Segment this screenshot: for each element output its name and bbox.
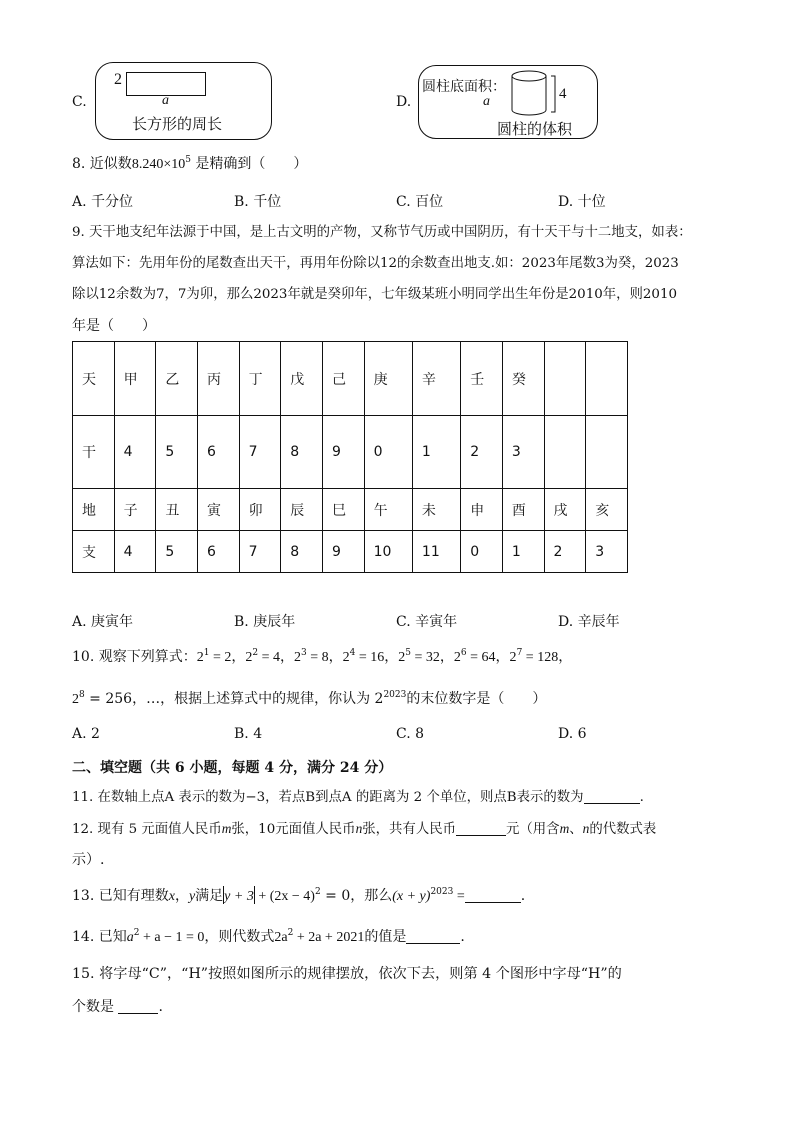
table-cell: 辛	[412, 342, 460, 416]
q8-prefix: 8. 近似数	[72, 156, 132, 172]
q10-exp: 5	[405, 648, 412, 658]
table-cell: 9	[322, 531, 364, 573]
table-cell: 11	[412, 531, 460, 573]
table-cell	[586, 416, 628, 489]
q9-line-4: 年是（ ）	[72, 318, 156, 334]
table-cell	[544, 416, 586, 489]
q12-var-m: m	[221, 821, 232, 836]
table-cell: 干	[73, 416, 115, 489]
q7-option-c-box	[95, 62, 272, 140]
q13-text-c: 满足	[195, 888, 224, 904]
q9-stem-branch-table	[72, 341, 628, 573]
table-cell: 天	[73, 342, 115, 416]
q10-line-1	[72, 647, 572, 668]
table-cell: 5	[156, 416, 198, 489]
q10-eq: = 128，	[522, 650, 573, 665]
q9-option-d: D. 辛辰年	[558, 614, 620, 630]
q13-sum: (x + y)	[392, 889, 431, 904]
table-row	[73, 531, 628, 573]
q8-mantissa: 8.240×10	[131, 157, 186, 172]
table-cell: 卯	[239, 489, 281, 531]
table-cell: 戊	[281, 342, 323, 416]
q15-line-2	[72, 997, 163, 1017]
q10-exp: 4	[349, 648, 356, 658]
table-cell: 己	[322, 342, 364, 416]
q15-line-1: 15. 将字母“C”，“H”按照如图所示的规律摆放，依次下去，则第 4 个图形中字母“H”的	[72, 966, 622, 982]
q9-option-c: C. 辛寅年	[396, 614, 458, 630]
table-cell: 8	[281, 531, 323, 573]
q9-line-2: 算法如下：先用年份的尾数查出天干，再用年份除以12的余数查出地支.如：2023年尾数3为癸，2023	[72, 256, 679, 271]
q14-square: 2	[133, 928, 140, 938]
q13-answer-blank[interactable]	[465, 888, 521, 903]
q13-text-a: 13. 已知有理数	[72, 888, 169, 904]
table-cell: 10	[364, 531, 412, 573]
q13-square: 2	[314, 887, 321, 897]
q12-var-n: n	[355, 821, 363, 836]
q10-eq: = 2，2	[209, 650, 253, 665]
table-cell: 庚	[364, 342, 412, 416]
q15-end: .	[158, 999, 163, 1015]
table-cell: 3	[502, 416, 544, 489]
q10-eq: = 8，2	[306, 650, 350, 665]
q14-stem	[72, 927, 465, 948]
q11-text: 11. 在数轴上点A 表示的数为−3，若点B到点A 的距离为 2 个单位，则点B表示的数为	[72, 790, 584, 805]
table-cell: 酉	[502, 489, 544, 531]
table-cell: 7	[239, 531, 281, 573]
q13-exp: 2023	[430, 887, 454, 897]
q12-answer-blank[interactable]	[456, 821, 506, 836]
q10-option-a: A. 2	[72, 726, 100, 742]
q14-text-c: 2a	[274, 930, 288, 945]
table-cell: 0	[364, 416, 412, 489]
q12-text-b: 张，10元面值人民币	[231, 822, 356, 837]
q13-text-d: + (2x − 4)	[254, 889, 315, 904]
q7-option-d-box	[418, 65, 598, 139]
q13-var-x: x	[168, 889, 175, 904]
q10-option-c: C. 8	[396, 726, 425, 742]
q13-text-e: = 0，那么	[320, 888, 393, 904]
q9-option-b: B. 庚辰年	[234, 614, 296, 630]
q10-exp-2023: 2023	[383, 690, 407, 700]
q10-exp: 2	[252, 648, 259, 658]
section-2-title: 二、填空题（共 6 小题，每题 4 分，满分 24 分）	[72, 760, 393, 776]
q7-option-c-letter: C.	[72, 94, 87, 110]
table-cell: 6	[197, 416, 239, 489]
table-row	[73, 416, 628, 489]
table-row	[73, 489, 628, 531]
q13-abs-expr: y + 3	[224, 889, 254, 904]
table-cell: 午	[364, 489, 412, 531]
table-cell: 支	[73, 531, 115, 573]
q14-text-b: + a − 1 = 0，则代数式	[139, 930, 275, 945]
q12-text-d: 元（用含	[506, 822, 560, 837]
table-cell: 4	[114, 416, 156, 489]
table-cell: 1	[502, 531, 544, 573]
q7-d-variable: a	[483, 94, 490, 109]
q14-var-a: a	[126, 930, 134, 945]
q10-eq: = 32，2	[411, 650, 461, 665]
table-cell: 地	[73, 489, 115, 531]
q7-c-caption: 长方形的周长	[132, 115, 223, 133]
table-cell: 2	[461, 416, 503, 489]
table-cell: 8	[281, 416, 323, 489]
table-cell: 癸	[502, 342, 544, 416]
table-cell: 3	[586, 531, 628, 573]
table-cell: 未	[412, 489, 460, 531]
table-cell: 戌	[544, 489, 586, 531]
table-cell: 壬	[461, 342, 503, 416]
q8-option-d: D. 十位	[558, 194, 606, 210]
q10-base: 2	[72, 692, 79, 707]
q10-eq: = 64，2	[466, 650, 517, 665]
q13-text-b: ，	[174, 888, 189, 904]
q10-option-d: D. 6	[558, 726, 587, 742]
q15-text: 个数是	[72, 999, 114, 1015]
table-cell: 0	[461, 531, 503, 573]
q8-option-a: A. 千分位	[72, 194, 134, 210]
q12-text-f: 的代数式表	[589, 822, 657, 837]
q12-var-n-2: n	[582, 821, 590, 836]
table-cell: 乙	[156, 342, 198, 416]
q7-c-variable: a	[162, 93, 169, 108]
q14-end: .	[460, 929, 465, 945]
q12-text-a: 12. 现有 5 元面值人民币	[72, 822, 222, 837]
q14-square-2: 2	[287, 928, 294, 938]
table-cell: 丑	[156, 489, 198, 531]
table-cell: 丁	[239, 342, 281, 416]
q14-text-d: + 2a + 2021	[293, 930, 365, 945]
q10-exp: 3	[301, 648, 307, 658]
q10-exp: 8	[79, 690, 85, 700]
q13-stem	[72, 886, 525, 907]
q10-eq: 2	[196, 650, 204, 665]
q12-line-2: 示）.	[72, 852, 105, 868]
table-cell: 7	[239, 416, 281, 489]
table-cell	[586, 342, 628, 416]
q11-stem	[72, 788, 644, 808]
table-row	[73, 342, 628, 416]
table-cell: 亥	[586, 489, 628, 531]
table-cell: 申	[461, 489, 503, 531]
table-cell: 丙	[197, 342, 239, 416]
q12-text-e: 、	[569, 822, 583, 837]
q10-line-2	[72, 689, 546, 710]
table-cell: 5	[156, 531, 198, 573]
q7-option-d-letter: D.	[396, 94, 412, 110]
q12-line-1	[72, 819, 656, 840]
q8-option-b: B. 千位	[234, 194, 282, 210]
table-cell: 9	[322, 416, 364, 489]
q13-var-y: y	[188, 889, 196, 904]
q10-text-end: 的末位数字是（ ）	[406, 691, 547, 707]
q9-line-3: 除以12余数为7，7为卯，那么2023年就是癸卯年，七年级某班小明同学出生年份是2010年，则2010	[72, 287, 677, 302]
q10-eq: = 4，2	[258, 650, 301, 665]
q12-var-m-2: m	[559, 821, 570, 836]
q13-equals: =	[453, 889, 465, 904]
table-cell: 2	[544, 531, 586, 573]
table-cell: 子	[114, 489, 156, 531]
q14-text-e: 的值是	[364, 929, 407, 945]
q11-answer-blank[interactable]	[584, 789, 640, 804]
q10-prefix: 10. 观察下列算式：	[72, 649, 197, 665]
q12-text-c: 张，共有人民币	[362, 822, 456, 837]
q15-answer-blank[interactable]	[118, 999, 158, 1014]
q10-exp: 7	[516, 648, 523, 658]
q8-option-c: C. 百位	[396, 194, 444, 210]
q14-answer-blank[interactable]	[406, 929, 460, 944]
q7-d-caption: 圆柱的体积	[497, 120, 573, 138]
q8-suffix: 是精确到（ ）	[195, 156, 308, 172]
q7-c-number: 2	[114, 71, 122, 88]
q10-option-b: B. 4	[234, 726, 263, 742]
table-cell: 甲	[114, 342, 156, 416]
q13-end: .	[520, 888, 526, 904]
q10-eq: = 16，2	[355, 650, 406, 665]
table-cell: 寅	[197, 489, 239, 531]
table-cell: 辰	[281, 489, 323, 531]
q10-exp: 6	[460, 648, 467, 658]
table-cell: 巳	[322, 489, 364, 531]
q7-d-number: 4	[559, 86, 567, 102]
table-cell: 1	[412, 416, 460, 489]
q7-d-label: 圆柱底面积：	[422, 79, 506, 95]
q9-line-1: 9. 天干地支纪年法源于中国，是上古文明的产物，又称节气历或中国阴历，有十天干与十二地支，如表：	[72, 225, 692, 240]
table-cell: 6	[197, 531, 239, 573]
q8-exponent: 5	[185, 155, 191, 165]
q11-end: .	[639, 790, 644, 805]
q10-text: = 256，…，根据上述算式中的规律，你认为 2	[84, 691, 384, 707]
q8-stem	[72, 154, 307, 175]
q10-exp: 1	[203, 648, 210, 658]
table-cell: 4	[114, 531, 156, 573]
q9-option-a: A. 庚寅年	[72, 614, 134, 630]
q14-text-a: 14. 已知	[72, 929, 127, 945]
table-cell	[544, 342, 586, 416]
